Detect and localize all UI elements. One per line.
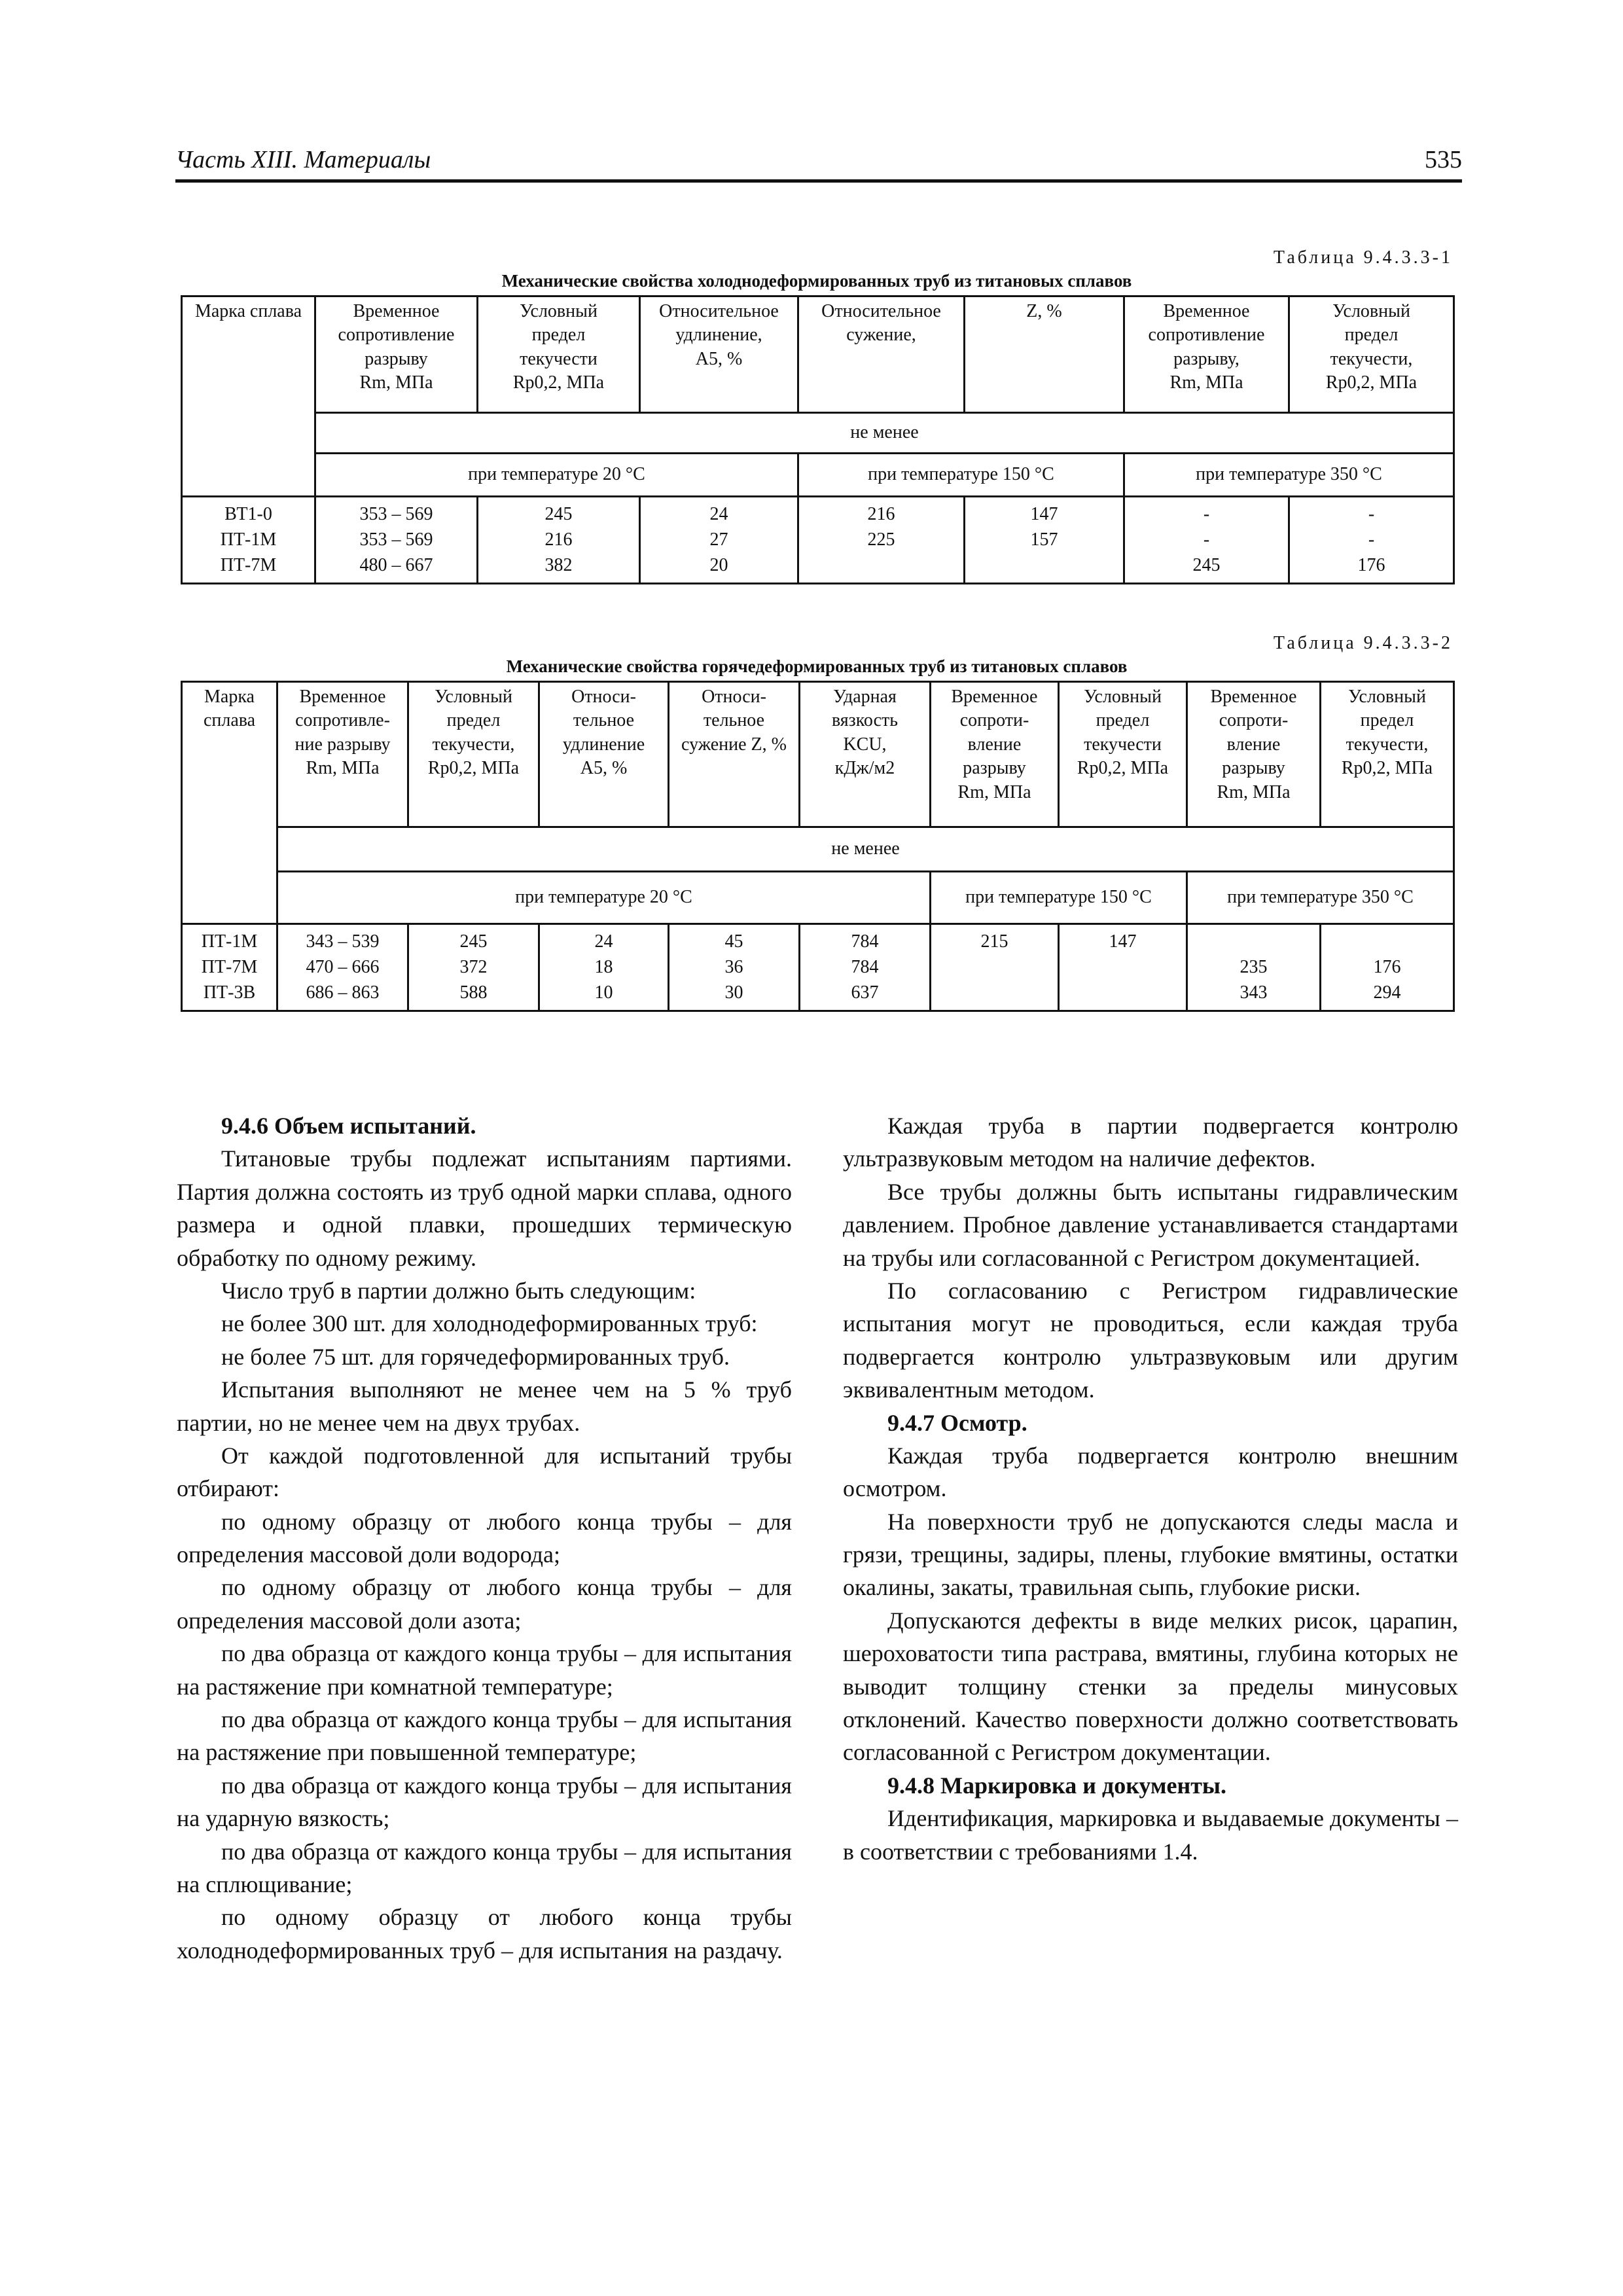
paragraph: Испытания выполняют не менее чем на 5 % труб партии, но не менее чем на двух трубах.	[177, 1376, 792, 1436]
table-1-data-cell: - - 176	[1289, 497, 1454, 584]
section-heading: 9.4.7 Осмотр.	[887, 1409, 1027, 1436]
table-2-header-cell: Условный предел текучести, Rp0,2, МПа	[408, 682, 539, 827]
table-2-data-cell: 147	[1059, 924, 1187, 1011]
table-1-title: Механические свойства холоднодеформированных труб из титановых сплавов	[501, 271, 1132, 291]
table-1-header-cell: Относительное сужение,	[798, 296, 965, 413]
paragraph: Каждая труба подвергается контролю внешним осмотром.	[843, 1442, 1458, 1502]
table-1-temp-20: при температуре 20 °С	[315, 454, 798, 497]
paragraph: Число труб в партии должно быть следующим:	[221, 1277, 696, 1304]
table-1-block	[181, 247, 1453, 584]
running-header-title: Часть XIII. Материалы	[175, 146, 431, 173]
paragraph: по два образца от каждого конца трубы – для испытания на растяжение при комнатной температуре;	[177, 1640, 792, 1700]
table-1-header-cell: Условный предел текучести, Rp0,2, МПа	[1289, 296, 1454, 413]
table-2	[181, 681, 1455, 1012]
paragraph: не более 300 шт. для холоднодеформированных труб:	[221, 1310, 758, 1337]
table-2-data-cell: 784 784 637	[800, 924, 931, 1011]
table-1-temp-150: при температуре 150 °С	[798, 454, 1124, 497]
table-1-header-cell: Условный предел текучести Rp0,2, МПа	[478, 296, 640, 413]
table-1-header-cell: Временное сопротивление разрыву Rm, МПа	[315, 296, 478, 413]
table-2-header-cell: Условный предел текучести, Rp0,2, МПа	[1321, 682, 1454, 827]
table-1-data-cell: 24 27 20	[640, 497, 798, 584]
paragraph: Допускаются дефекты в виде мелких рисок, царапин, шероховатости типа растрава, вмятины, глубина которых не выводит толщину стенки за пределы минусовых отклонений. Качество поверхности должно соответствовать согласованной с Регистром документации.	[843, 1607, 1458, 1766]
table-1-data-cell: ВТ1-0 ПТ-1М ПТ-7М	[182, 497, 315, 584]
paragraph: по два образца от каждого конца трубы – для испытания на ударную вязкость;	[177, 1772, 792, 1832]
table-1-data-cell: - - 245	[1124, 497, 1289, 584]
table-2-temp-20: при температуре 20 °С	[277, 872, 931, 924]
table-1-data-cell: 147 157	[965, 497, 1124, 584]
paragraph: По согласованию с Регистром гидравлические испытания могут не проводиться, если каждая труба подвергается контролю ультразвуковым или другим эквивалентным методом.	[843, 1277, 1458, 1403]
right-text-column	[843, 1109, 1458, 1868]
table-2-temp-150: при температуре 150 °С	[931, 872, 1187, 924]
paragraph: по два образца от каждого конца трубы – для испытания на растяжение при повышенной температуре;	[177, 1706, 792, 1766]
paragraph: На поверхности труб не допускаются следы масла и грязи, трещины, задиры, плены, глубокие вмятины, остатки окалины, закаты, травильная сыпь, глубокие риски.	[843, 1508, 1458, 1601]
section-heading: 9.4.6 Объем испытаний.	[221, 1113, 476, 1139]
table-1-header-cell: Марка сплава	[182, 296, 315, 497]
table-1-label: Таблица 9.4.3.3-1	[1273, 247, 1453, 268]
paragraph: Идентификация, маркировка и выдаваемые документы – в соответствии с требованиями 1.4.	[843, 1805, 1458, 1865]
table-2-header-cell: Марка сплава	[182, 682, 277, 924]
running-header	[175, 143, 1462, 183]
section-heading: 9.4.8 Маркировка и документы.	[887, 1772, 1226, 1799]
table-2-not-less: не менее	[277, 827, 1454, 872]
table-2-header-cell: Ударная вязкость KCU, кДж/м2	[800, 682, 931, 827]
table-1-data-cell: 353 – 569 353 – 569 480 – 667	[315, 497, 478, 584]
table-2-data-cell: 176 294	[1321, 924, 1454, 1011]
table-1-header-cell: Относительное удлинение, A5, %	[640, 296, 798, 413]
table-2-data-cell: 245 372 588	[408, 924, 539, 1011]
table-2-block	[181, 633, 1453, 1012]
table-2-label: Таблица 9.4.3.3-2	[1273, 633, 1453, 653]
table-1-data-cell: 245 216 382	[478, 497, 640, 584]
paragraph: Каждая труба в партии подвергается контролю ультразвуковым методом на наличие дефектов.	[843, 1113, 1458, 1172]
table-2-header-cell: Условный предел текучести Rp0,2, МПа	[1059, 682, 1187, 827]
table-1-header-cell: Z, %	[965, 296, 1124, 413]
table-1	[181, 295, 1455, 584]
table-2-header-cell: Временное сопротивле- ние разрыву Rm, МПа	[277, 682, 408, 827]
table-2-header-cell: Относи- тельное удлинение A5, %	[539, 682, 669, 827]
paragraph: по одному образцу от любого конца трубы холоднодеформированных труб – для испытания на раздачу.	[177, 1904, 792, 1964]
table-1-temp-350: при температуре 350 °С	[1124, 454, 1454, 497]
table-2-data-cell: 215	[931, 924, 1059, 1011]
paragraph: От каждой подготовленной для испытаний трубы отбирают:	[177, 1442, 792, 1502]
paragraph: по два образца от каждого конца трубы – для испытания на сплющивание;	[177, 1838, 792, 1897]
table-2-temp-350: при температуре 350 °С	[1187, 872, 1454, 924]
table-2-data-cell: 45 36 30	[669, 924, 800, 1011]
page-number: 535	[1425, 146, 1462, 173]
table-2-header-cell: Временное сопроти- вление разрыву Rm, МПа	[931, 682, 1059, 827]
table-2-header-cell: Относи- тельное сужение Z, %	[669, 682, 800, 827]
table-1-data-cell: 216 225	[798, 497, 965, 584]
table-2-data-cell: 24 18 10	[539, 924, 669, 1011]
paragraph: Все трубы должны быть испытаны гидравлическим давлением. Пробное давление устанавливается стандартами на трубы или согласованной с Регистром документацией.	[843, 1178, 1458, 1271]
paragraph: Титановые трубы подлежат испытаниям партиями. Партия должна состоять из труб одной марки сплава, одного размера и одной плавки, прошедших термическую обработку по одному режиму.	[177, 1145, 792, 1271]
paragraph: не более 75 шт. для горячедеформированных труб.	[221, 1343, 730, 1370]
table-2-header-cell: Временное сопроти- вление разрыву Rm, МПа	[1187, 682, 1321, 827]
table-2-data-cell: 343 – 539 470 – 666 686 – 863	[277, 924, 408, 1011]
paragraph: по одному образцу от любого конца трубы – для определения массовой доли азота;	[177, 1574, 792, 1634]
table-1-header-cell: Временное сопротивление разрыву, Rm, МПа	[1124, 296, 1289, 413]
table-1-not-less: не менее	[315, 413, 1454, 454]
left-text-column	[177, 1109, 792, 1967]
table-2-data-cell: ПТ-1М ПТ-7М ПТ-3В	[182, 924, 277, 1011]
table-2-data-cell: 235 343	[1187, 924, 1321, 1011]
table-2-title: Механические свойства горячедеформированных труб из титановых сплавов	[506, 656, 1128, 676]
paragraph: по одному образцу от любого конца трубы – для определения массовой доли водорода;	[177, 1508, 792, 1568]
